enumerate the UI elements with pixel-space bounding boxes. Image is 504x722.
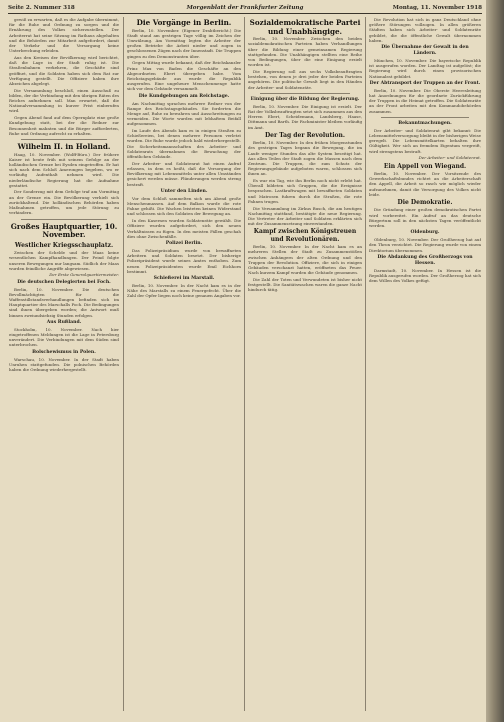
article-paragraph: In den Kasernen wurden Soldatenräte gewählt. Die Offiziere wurden aufgefordert, sich den neuen Verhältnissen zu fügen. In den meisten Fällen geschah dies ohne Zwischenfälle.: [127, 218, 241, 239]
section-heading: Der Abtransport der Truppen an der Front.: [369, 80, 481, 86]
headline: Wilhelm II. in Holland.: [17, 141, 111, 151]
section-divider: [381, 117, 469, 118]
section-divider: [21, 139, 107, 140]
article-paragraph: Der Arbeiter- und Soldatenrat gibt bekannt: Die Lebensmittelversorgung bleibt in der bisherigen Weise geregelt. Die Lebensmittelkarten behalten ihre Gültigkeit. Wer sich an fremdem Eigentum vergreift, wird strengstens bestraft.: [369, 127, 481, 154]
article-paragraph: Die Gründung einer großen demokratischen Partei wird vorbereitet. Ein Aufruf an das deutsche Bürgertum soll in den nächsten Tagen veröffentlicht werden.: [369, 207, 481, 228]
article-paragraph: Zwischen der Schelde und der Maas keine wesentlichen Kampfhandlungen. Der Feind folgte unseren Bewegungen nur langsam. Südlich der Maas wurden feindliche Angriffe abgewiesen.: [9, 250, 119, 271]
article-paragraph: Gegen Mittag wurde bekannt, daß der Reichskanzler Prinz Max von Baden die Geschäfte an den Abgeordneten Ebert übergeben habe. Vom Reichstagsgebäude aus wurde die Republik ausgerufen. Eine ungeheure Menschenmenge hatte sich vor dem Gebäude versammelt.: [127, 60, 241, 92]
section-heading: Die deutschen Delegierten bei Foch.: [17, 279, 111, 285]
article-paragraph: Es war ein Tag, wie ihn Berlin noch nicht erlebt hat. Überall bildeten sich Gruppen, die die Ereignisse besprachen. Lastkraftwagen mit bewaffneten Soldaten und Matrosen fuhren durch die Straßen, die rote Fahnen trugen.: [248, 178, 362, 204]
signature: Der Erste Generalquartiermeister.: [49, 272, 119, 278]
article-paragraph: Berlin, 10. November. Die Einigung ist erzielt. Der Rat der Volksbeauftragten setzt sich zusammen aus den Herren Ebert, Scheidemann, Landsberg, Haase, Dittmann und Barth. Die Fachminister bleiben vorläufig im Amt.: [248, 103, 362, 130]
section-heading: Die Abdankung des Großherzogs von Hessen.: [377, 254, 473, 266]
article-paragraph: Am Nachmittag sprachen mehrere Redner von der Rampe des Reichstagsgebäudes. Sie forderten die Menge auf, Ruhe zu bewahren und Ausschreitungen zu vermeiden. Die Worte wurden mit lebhaftem Beifall aufgenommen.: [127, 100, 241, 127]
article-paragraph: München, 10. November. Die bayerische Republik ist ausgerufen worden. Der Landtag ist aufgelöst; die Regierung wird durch einen provisorischen Nationalrat gebildet.: [369, 58, 481, 79]
section-heading: Aus Rußland.: [46, 319, 82, 325]
section-heading: Oldenburg.: [410, 230, 440, 236]
article-paragraph: Haag, 10. November. (Wolff-Büro.) Der frühere Kaiser ist heute früh mit seinem Gefolge an der holländischen Grenze bei Eysden eingetroffen. Er hat sich nach dem Schloß Amerongen begeben, wo er vorläufig Aufenthalt nehmen wird. Die niederländische Regierung hat die Aufnahme gestattet.: [9, 151, 119, 188]
binding-gutter: [486, 0, 504, 722]
article-paragraph: Berlin, 10. November. In den frühen Morgenstunden des gestrigen Tages begann die Bewegung, die im Laufe weniger Stunden das alte System beseitigt hat. Aus allen Teilen der Stadt zogen die Massen nach dem Zentrum. Die Truppen, die zum Schutz der Regierungsgebäude aufgeboten waren, schlossen sich ihnen an.: [248, 140, 362, 177]
article-paragraph: Die Regierung soll aus sechs Volksbeauftragten bestehen, von denen je drei jeder der beiden Parteien angehören. Die politische Gewalt liegt in den Händen der Arbeiter- und Soldatenräte.: [248, 68, 362, 90]
signature: Der Arbeiter- und Soldatenrat.: [418, 155, 481, 161]
article-paragraph: Berlin, 10. November. (Eigener Drahtbericht.) Die Stadt stand am gestrigen Tage völlig im Zeichen der Umwälzung. Am Vormittag legten die Arbeiter der großen Betriebe die Arbeit nieder und zogen in geschlossenen Zügen nach der Innenstadt. Die Truppen gingen zu den Demonstranten über.: [127, 27, 241, 59]
article-paragraph: Warschau, 10. November. In der Stadt haben Unruhen stattgefunden. Die polnischen Behörden haben die Ordnung wiederhergestellt.: [9, 356, 119, 373]
subheadline: Westlicher Kriegsschauplatz.: [14, 241, 114, 249]
section-heading: Unter den Linden.: [160, 188, 208, 194]
section-heading: Bolschewismus in Polen.: [32, 349, 96, 355]
article-paragraph: Die Revolution hat sich in ganz Deutschland ohne größere Störungen vollzogen. In allen größeren Städten haben sich Arbeiter- und Soldatenräte gebildet, die die öffentliche Gewalt übernommen haben.: [369, 17, 481, 43]
headline: Die Vorgänge in Berlin.: [136, 18, 232, 27]
masthead: Morgenblatt der Frankfurter Zeitung: [186, 5, 304, 11]
section-heading: Schießerei im Marstall.: [153, 275, 215, 281]
article-paragraph: Aus den Kreisen der Bevölkerung wird berichtet, daß die Lage in der Stadt ruhig ist. Die Straßenbahnen verkehren, die Geschäfte sind geöffnet, und die Soldaten haben sich dem Rat zur Verfügung gestellt. Die Offiziere haben ihre Abzeichen abgelegt.: [9, 54, 119, 86]
section-divider: [21, 219, 107, 220]
article-paragraph: Der Arbeiter- und Soldatenrat hat einen Aufruf erlassen, in dem es heißt, daß die Versorgung der Bevölkerung mit Lebensmitteln unter allen Umständen gesichert werden müsse. Plünderungen werden streng bestraft.: [127, 160, 241, 187]
article-paragraph: Der Sonderzug mit dem Gefolge traf am Vormittag an der Grenze ein. Die Bevölkerung verhielt sich zurückhaltend. Die holländischen Behörden haben Maßnahmen getroffen, um jede Störung zu verhindern.: [9, 189, 119, 216]
section-divider: [260, 93, 350, 94]
column-3: [248, 17, 362, 711]
article-paragraph: Oldenburg, 10. November. Der Großherzog hat auf den Thron verzichtet. Die Regierung wurde von einem Direktorium übernommen.: [369, 237, 481, 253]
page-date: Montag, 11. November 1918: [392, 5, 482, 11]
article-paragraph: Darmstadt, 10. November. In Hessen ist die Republik ausgerufen worden. Der Großherzog hat sich dem Willen des Volkes gefügt.: [369, 267, 481, 284]
article-paragraph: Berlin, 10. November. Die Oberste Heeresleitung hat Anordnungen für die geordnete Zurückführung der Truppen in die Heimat getroffen. Die Soldatenräte an der Front arbeiten mit den Kommandobehörden zusammen.: [369, 87, 481, 114]
section-heading: Polizei Berlin.: [165, 240, 203, 246]
column-2: [127, 17, 241, 711]
page-number: Seite 2. Nummer 318: [8, 5, 75, 11]
article-paragraph: Vor dem Schloß sammelten sich am Abend große Menschenmassen. Auf dem Balkon wurde die rote Fahne gehißt. Die Wachen leisteten keinen Widerstand und schlossen sich den Soldaten der Bewegung an.: [127, 195, 241, 217]
article-paragraph: Berlin, 10. November. In der Nacht kam es in der Nähe des Marstalls zu einem Feuergefecht. Über die Zahl der Opfer liegen noch keine genauen Angaben vor.: [127, 282, 241, 299]
section-heading: Einigung über die Bildung der Regierung.: [250, 96, 360, 102]
article-paragraph: Stockholm, 10. November. Nach hier eingetroffenen Meldungen ist die Lage in Petersburg unverändert. Die Verbindungen mit dem Süden sind unterbrochen.: [9, 326, 119, 348]
article-paragraph: Berlin, 10. November. Der Vorsitzende des Gewerkschaftsbundes richtet an die Arbeiterschaft den Appell, die Arbeit so rasch wie möglich wieder aufzunehmen, damit die Versorgung des Volkes nicht leide.: [369, 170, 481, 197]
article-paragraph: Berlin, 10. November. Zwischen den beiden sozialdemokratischen Parteien haben Verhandlungen über die Bildung einer gemeinsamen Regierung stattgefunden. Die Unabhängigen stellten eine Reihe von Bedingungen, über die eine Einigung erzielt worden ist.: [248, 36, 362, 68]
section-heading: Bekanntmachungen.: [398, 120, 452, 126]
article-paragraph: Das Polizeipräsidium wurde von bewaffneten Arbeitern und Soldaten besetzt. Der bisherige Polizeipräsident wurde seines Amtes enthoben. Zum neuen Polizeipräsidenten wurde Emil Eichhorn bestimmt.: [127, 247, 241, 274]
subheadline: Der Tag der Revolution.: [264, 131, 346, 139]
article-paragraph: Die Versammlung im Zirkus Busch, die am heutigen Nachmittag stattfand, bestätigte die neue Regierung. Die Vertreter der Arbeiter und Soldaten erklärten sich mit der Zusammensetzung einverstanden.: [248, 205, 362, 227]
article-paragraph: Die Zahl der Toten und Verwundeten ist bisher nicht festgestellt. Die Sanitätswachen waren die ganze Nacht hindurch tätig.: [248, 276, 362, 293]
subheadline: Die Demokratie.: [397, 198, 453, 206]
article-paragraph: Gegen Abend fand auf dem Opernplatz eine große Kundgebung statt, bei der die Redner zur Besonnenheit mahnten und die Bürger aufforderten, Ruhe und Ordnung aufrecht zu erhalten.: [9, 115, 119, 136]
headline: Sozialdemokratische Partei und Unabhängige.: [249, 18, 361, 36]
column-4: [369, 17, 481, 711]
column-rule: [123, 17, 124, 711]
article-paragraph: Berlin, 10. November. In der Nacht kam es an mehreren Stellen der Stadt zu Zusammenstößen zwischen Anhängern der alten Ordnung und den Truppen der Revolution. Offiziere, die sich in einigen Gebäuden verschanzt hatten, eröffneten das Feuer. Nach kurzem Kampf wurden die Gebäude genommen.: [248, 244, 362, 276]
column-rule: [365, 17, 366, 711]
headline: Großes Hauptquartier, 10. November.: [10, 221, 118, 240]
article-paragraph: Die Versammlung beschloß, einen Ausschuß zu bilden, der die Verbindung mit den übrigen Räten des Reiches aufnehmen soll. Man erwartet, daß die Nationalversammlung in kurzer Frist einberufen wird.: [9, 87, 119, 114]
article-paragraph: Im Laufe des Abends kam es in einigen Straßen zu Schießereien, bei denen mehrere Personen verletzt wurden. Die Ruhe wurde jedoch bald wiederhergestellt. Die Sicherheitsmannschaften des Arbeiter- und Soldatenrats übernahmen die Bewachung der öffentlichen Gebäude.: [127, 128, 241, 160]
section-heading: Die Übernahme der Gewalt in den Ländern.: [381, 45, 469, 57]
article-paragraph: gewiß zu erwarten, daß es die Aufgabe übernimmt, für die Ruhe und Ordnung zu sorgen und die Ernährung des Volkes sicherzustellen. Der Arbeiterrat hat seine Sitzung im Rathaus abgehalten und die Behörden zur Mitarbeit aufgefordert, damit der Verkehr und die Versorgung keine Unterbrechung erleiden.: [9, 17, 119, 54]
column-rule: [244, 17, 245, 711]
subheadline: Ein Appell von Wiegand.: [383, 162, 467, 170]
page-header: [8, 3, 482, 14]
subheadline: Kampf zwischen Königstreuen und Revolutionären.: [253, 228, 357, 243]
section-heading: Die Kundgebungen am Reichstage.: [138, 93, 230, 99]
column-1: [9, 17, 119, 711]
article-paragraph: Berlin, 10. November. Die deutschen Bevollmächtigten für die Waffenstillstandsverhandlungen befinden sich im Hauptquartier des Marschalls Foch. Die Bedingungen sind ihnen übergeben worden; die Antwort muß binnen zweiundsiebzig Stunden erfolgen.: [9, 286, 119, 318]
